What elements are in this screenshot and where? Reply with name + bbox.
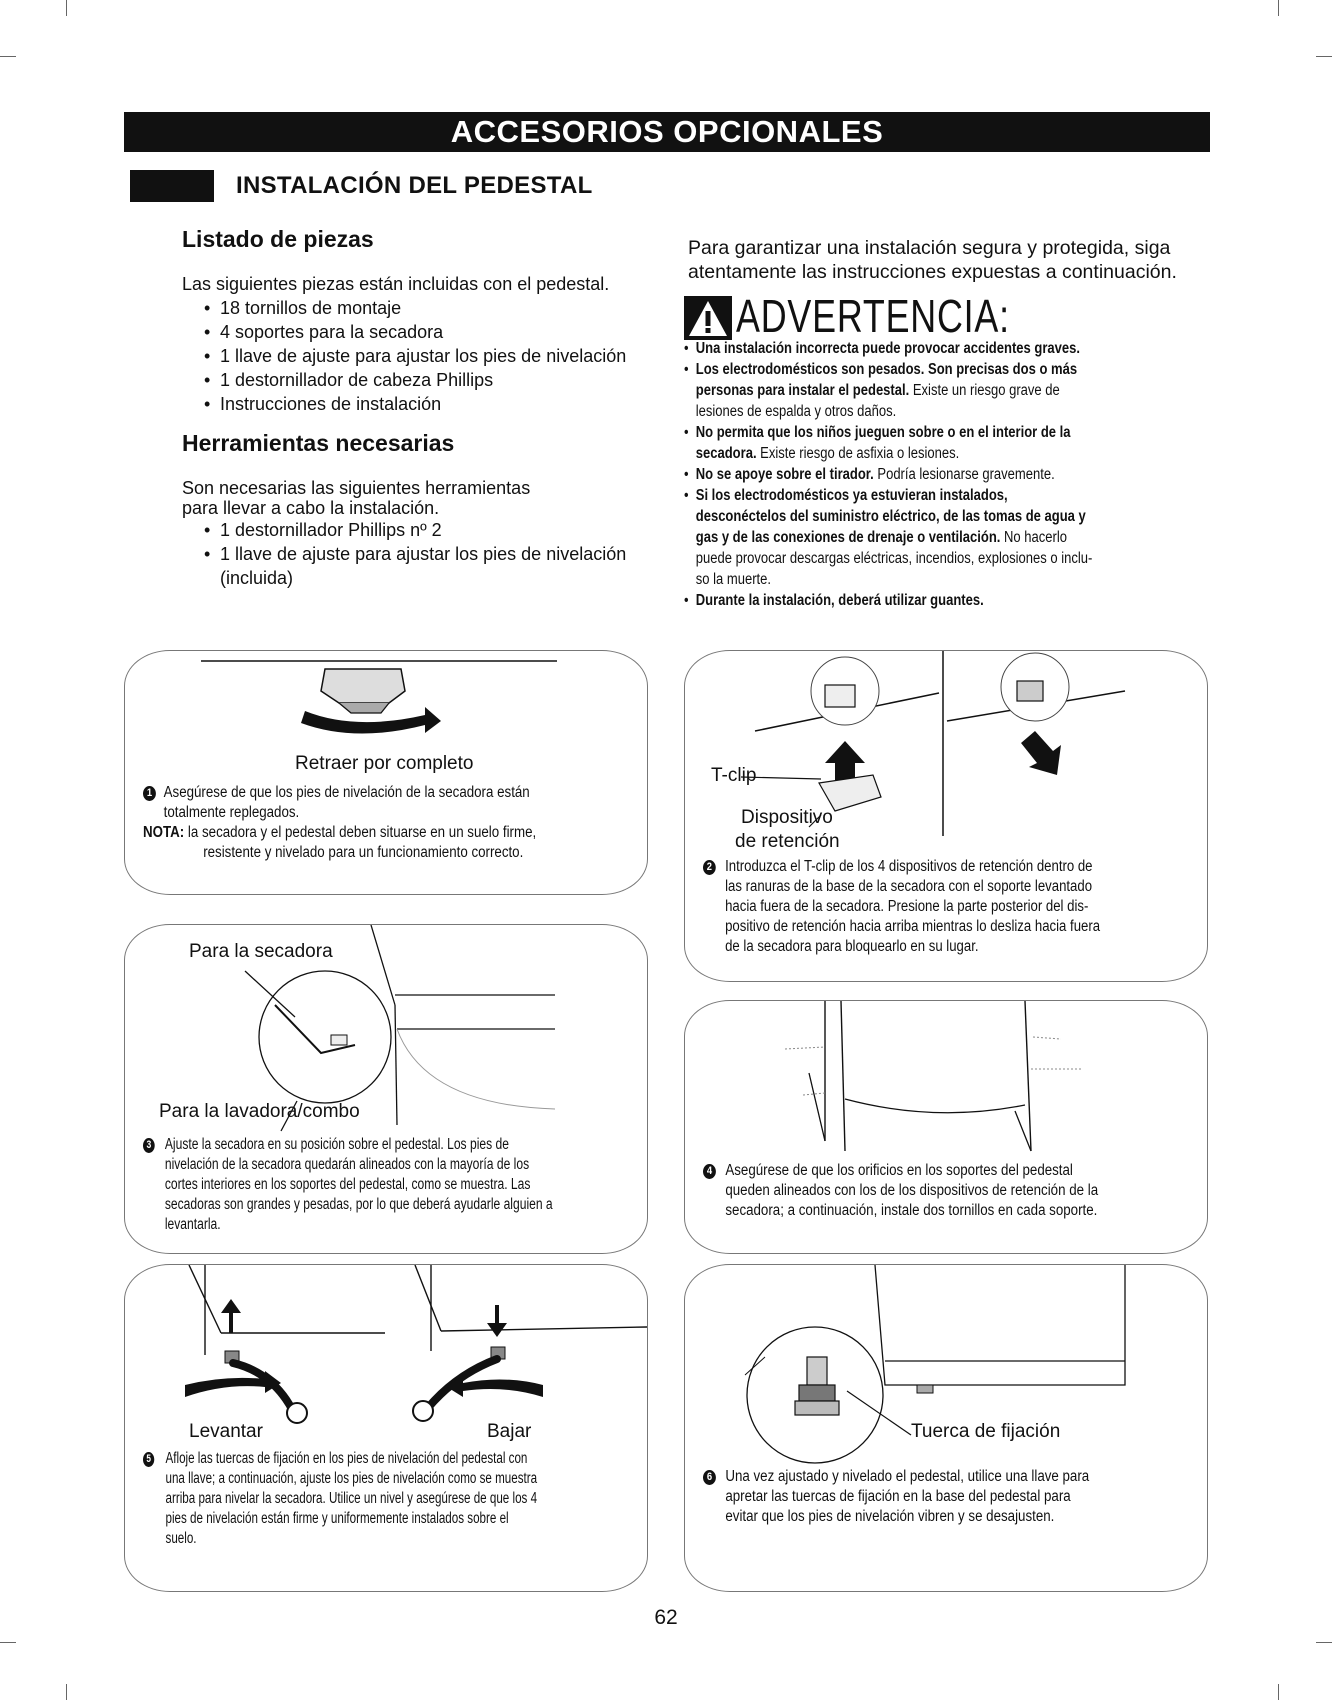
banner-title: ACCESORIOS OPCIONALES (124, 112, 1210, 152)
parts-heading: Listado de piezas (182, 226, 374, 252)
step-3-line: levantarla. (164, 1216, 221, 1233)
step-number-6: 6 (703, 1470, 716, 1485)
safety-intro-2: atentamente las instrucciones expuestas a continuación. (688, 261, 1177, 283)
tools-note: (incluida) (220, 568, 294, 588)
step-6-line: apretar las tuercas de fijación en la base del pedestal para (725, 1488, 1071, 1505)
list-item: • 18 tornillos de montaje (202, 296, 662, 320)
step-number-1: 1 (143, 786, 156, 801)
warning-text: Los electrodomésticos son pesados. Son precisas dos o más (695, 361, 1078, 378)
step-3-panel (124, 924, 648, 1254)
crop-mark (1278, 0, 1279, 16)
step-4-line: secadora; a continuación, instale dos tornillos en cada soporte. (725, 1202, 1098, 1219)
warning-title: ADVERTENCIA: (736, 290, 1010, 342)
warning-text: secadora. (695, 445, 757, 462)
step-1-line: Asegúrese de que los pies de nivelación de la secadora están (163, 784, 530, 801)
step-2-text (703, 857, 1179, 957)
warning-item (684, 422, 1233, 464)
warning-item (684, 464, 1233, 485)
step-1-panel (124, 650, 648, 895)
retention-device-label: de retención (735, 831, 840, 852)
warning-icon (684, 296, 732, 340)
raise-label: Levantar (189, 1421, 263, 1442)
step-number-2: 2 (703, 860, 716, 875)
list-item: • 1 destornillador de cabeza Phillips (202, 368, 662, 392)
crop-mark (0, 56, 16, 57)
retract-label: Retraer por completo (295, 753, 474, 774)
tools-intro-1: Son necesarias las siguientes herramientas (182, 478, 531, 498)
parts-intro: Las siguientes piezas están incluidas con el pedestal. (182, 274, 610, 294)
step-2-line: positivo de retención hacia arriba mientras lo desliza hacia fuera (725, 918, 1101, 935)
washer-label: Para la lavadora/combo (159, 1101, 360, 1122)
step-6-text (703, 1467, 1185, 1527)
warning-text: desconéctelos del suministro eléctrico, de las tomas de agua y (695, 508, 1086, 525)
warning-text: puede provocar descargas eléctricas, incendios, explosiones o inclu- (695, 550, 1093, 567)
step-2-panel (684, 650, 1208, 982)
warning-text: Una instalación incorrecta puede provocar accidentes graves. (695, 340, 1081, 357)
step-4-text (703, 1161, 1185, 1221)
warning-item (684, 485, 1233, 590)
step-5-line: arriba para nivelar la secadora. Utilice un nivel y asegúrese de que los 4 (165, 1490, 538, 1507)
page-number: 62 (654, 1606, 678, 1629)
list-item: • 1 llave de ajuste para ajustar los pies de nivelación (202, 542, 662, 566)
step-5-panel (124, 1264, 648, 1592)
step-6-line: evitar que los pies de nivelación vibren y se desajusten. (725, 1508, 1055, 1525)
warning-item (684, 359, 1233, 422)
list-item: • 1 llave de ajuste para ajustar los pies de nivelación (202, 344, 662, 368)
step-4-line: Asegúrese de que los orificios en los soportes del pedestal (725, 1162, 1073, 1179)
warning-text: lesiones de espalda y otros daños. (695, 403, 897, 420)
step-number-5: 5 (143, 1452, 154, 1467)
warning-text: Existe un riesgo grave de (909, 382, 1060, 399)
step-3-line: cortes interiores en los soportes del pedestal, como se muestra. Las (164, 1176, 531, 1193)
step-1-text (143, 783, 607, 863)
crop-mark (0, 1642, 16, 1643)
warning-list (684, 338, 1244, 611)
warning-text: No se apoye sobre el tirador. (695, 466, 874, 483)
crop-mark (66, 0, 67, 16)
warning-text: personas para instalar el pedestal. (695, 382, 910, 399)
t-clip-label: T-clip (711, 765, 757, 786)
warning-text: Podría lesionarse gravemente. (873, 466, 1055, 483)
step-5-line: una llave; a continuación, ajuste los pies de nivelación como se muestra (165, 1470, 538, 1487)
step-2-line: hacia fuera de la secadora. Presione la parte posterior del dis- (725, 898, 1089, 915)
step-4-line: queden alineados con los de los dispositivos de retención de la (725, 1182, 1099, 1199)
step-2-line: de la secadora para bloquearlo en su lugar. (725, 938, 979, 955)
warning-text: Durante la instalación, deberá utilizar guantes. (695, 592, 984, 609)
warning-text: so la muerte. (695, 571, 772, 588)
step-5-text (143, 1449, 608, 1549)
step-3-line: secadoras son grandes y pesadas, por lo que deberá ayudarle alguien a (164, 1196, 553, 1213)
dryer-label: Para la secadora (189, 941, 333, 962)
step-number-3: 3 (143, 1138, 155, 1153)
warning-item (684, 590, 1233, 611)
step-5-line: pies de nivelación están firme y uniformemente instalados sobre el (165, 1510, 509, 1527)
list-item: • 4 soportes para la secadora (202, 320, 662, 344)
lower-label: Bajar (487, 1421, 532, 1442)
step-number-4: 4 (703, 1164, 716, 1179)
tools-heading: Herramientas necesarias (182, 430, 455, 456)
crop-mark (1278, 1684, 1279, 1700)
warning-text: Existe riesgo de asfixia o lesiones. (756, 445, 960, 462)
parts-list (202, 296, 662, 416)
crop-mark (1316, 1642, 1332, 1643)
step-5-line: suelo. (165, 1530, 197, 1547)
tools-intro-2: para llevar a cabo la instalación. (182, 498, 440, 518)
step-4-panel (684, 1000, 1208, 1254)
step-2-line: Introduzca el T-clip de los 4 dispositivos de retención dentro de (725, 858, 1093, 875)
step-5-line: Afloje las tuercas de fijación en los pies de nivelación del pedestal con (165, 1450, 528, 1467)
safety-intro-1: Para garantizar una instalación segura y protegida, siga (688, 237, 1171, 259)
list-item: • 1 destornillador Phillips nº 2 (202, 518, 662, 542)
note-label: NOTA: (143, 824, 185, 841)
lock-nut-label: Tuerca de fijación (911, 1421, 1061, 1442)
warning-text: Si los electrodomésticos ya estuvieran instalados, (695, 487, 1008, 504)
step-3-line: nivelación de la secadora quedarán alineados con la mayoría de los (164, 1156, 530, 1173)
note-text: la secadora y el pedestal deben situarse en un suelo firme, (184, 824, 537, 841)
step-2-line: las ranuras de la base de la secadora con el soporte levantado (725, 878, 1093, 895)
step-6-line: Una vez ajustado y nivelado el pedestal, utilice una llave para (725, 1468, 1090, 1485)
section-marker (130, 170, 214, 202)
list-item: • Instrucciones de instalación (202, 392, 662, 416)
crop-mark (1316, 56, 1332, 57)
retention-device-label: Dispositivo (741, 807, 833, 828)
step-3-text (143, 1135, 611, 1235)
section-title: INSTALACIÓN DEL PEDESTAL (236, 172, 593, 199)
step-1-line: totalmente replegados. (163, 804, 300, 821)
crop-mark (66, 1684, 67, 1700)
warning-item (684, 338, 1233, 359)
step-3-line: Ajuste la secadora en su posición sobre el pedestal. Los pies de (164, 1136, 509, 1153)
warning-text: No hacerlo (1000, 529, 1067, 546)
warning-text: No permita que los niños jueguen sobre o en el interior de la (695, 424, 1071, 441)
warning-text: gas y de las conexiones de drenaje o ventilación. (695, 529, 1001, 546)
step-6-panel (684, 1264, 1208, 1592)
tools-list (202, 518, 662, 566)
note-text: resistente y nivelado para un funcionamiento correcto. (203, 844, 524, 861)
